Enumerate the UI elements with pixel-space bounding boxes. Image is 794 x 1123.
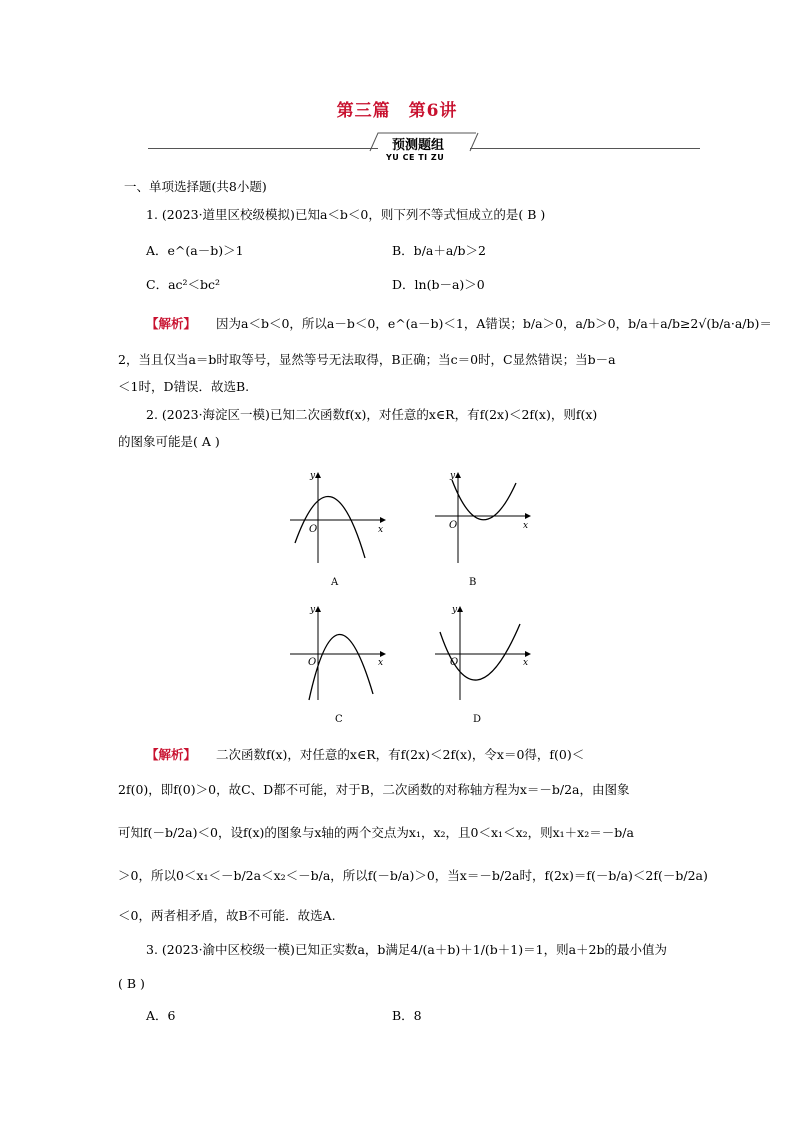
q2-analysis-tag: 【解析】 — [146, 747, 197, 762]
banner-title: 预测题组 — [392, 138, 445, 153]
graph-b-x: x — [523, 521, 529, 531]
graph-d-label: D — [473, 714, 482, 725]
q1-analysis-tag: 【解析】 — [146, 316, 197, 331]
graph-c — [285, 602, 395, 702]
section-heading: 一、单项选择题(共8小题) — [124, 179, 267, 194]
graph-a-label: A — [331, 577, 339, 588]
graph-d-origin: O — [450, 657, 459, 668]
q1-option-d: D．ln(b－a)＞0 — [392, 277, 485, 292]
q1-analysis-line1: 因为a＜b＜0，所以a－b＜0，e^(a－b)＜1，A错误；b/a＞0，a/b＞0，b/a＋a/b≥2√(b/a·a/b)＝ — [216, 316, 772, 331]
q3-stem-line2: ( B ) — [118, 976, 145, 991]
graph-a — [285, 468, 395, 568]
q2-stem-line2: 的图象可能是( A ) — [118, 434, 220, 449]
q2-analysis-line3: 可知f(－b/2a)＜0，设f(x)的图象与x轴的两个交点为x₁，x₂，且0＜x₁＜x₂，则x₁＋x₂＝－b/a — [118, 825, 634, 840]
graph-d — [430, 602, 540, 702]
q2-analysis-line1: 二次函数f(x)，对任意的x∈R，有f(2x)＜2f(x)，令x＝0得，f(0)＜ — [216, 747, 585, 762]
graph-c-y: y — [310, 605, 316, 615]
banner-rule-left — [148, 148, 378, 149]
graph-b-origin: O — [449, 520, 458, 531]
q1-option-a: A．e^(a－b)＞1 — [146, 243, 244, 258]
page-title: 第三篇 第6讲 — [336, 101, 458, 121]
banner-rule-right — [470, 148, 700, 149]
banner-subtitle: YU CE TI ZU — [386, 153, 445, 162]
q3-option-a: A．6 — [146, 1008, 176, 1023]
graph-d-x: x — [523, 658, 529, 668]
graph-c-x: x — [378, 658, 384, 668]
graph-c-origin: O — [308, 657, 317, 668]
q1-option-b: B．b/a＋a/b＞2 — [392, 243, 486, 258]
q3-stem-line1: 3. (2023·渝中区校级一模)已知正实数a，b满足4/(a＋b)＋1/(b＋1)＝1，则a＋2b的最小值为 — [146, 942, 667, 957]
graph-b — [430, 468, 540, 568]
graph-a-x: x — [378, 525, 384, 535]
q2-analysis-line2: 2f(0)，即f(0)＞0，故C、D都不可能，对于B，二次函数的对称轴方程为x＝－b/2a，由图象 — [118, 782, 630, 797]
graph-a-origin: O — [309, 524, 318, 535]
graph-b-y: y — [450, 471, 456, 481]
q1-option-c: C．ac²＜bc² — [146, 277, 221, 292]
q1-analysis-line3: ＜1时，D错误．故选B. — [118, 379, 250, 394]
q2-stem-line1: 2. (2023·海淀区一模)已知二次函数f(x)，对任意的x∈R，有f(2x)＜2f(x)，则f(x) — [146, 407, 598, 422]
q1-stem: 1. (2023·道里区校级模拟)已知a＜b＜0，则下列不等式恒成立的是( B ) — [146, 207, 546, 222]
q3-option-b: B．8 — [392, 1008, 422, 1023]
graph-b-label: B — [469, 577, 477, 588]
graph-a-y: y — [310, 471, 316, 481]
graph-c-label: C — [335, 714, 343, 725]
q2-analysis-line4: ＞0，所以0＜x₁＜－b/2a＜x₂＜－b/a，所以f(－b/a)＞0，当x＝－b/2a时，f(2x)＝f(－b/a)＜2f(－b/2a) — [118, 868, 708, 883]
q1-analysis-line2: 2，当且仅当a＝b时取等号，显然等号无法取得，B正确；当c＝0时，C显然错误；当b－a — [118, 352, 616, 367]
graph-d-y: y — [452, 605, 458, 615]
q2-analysis-line5: ＜0，两者相矛盾，故B不可能．故选A. — [118, 908, 336, 923]
